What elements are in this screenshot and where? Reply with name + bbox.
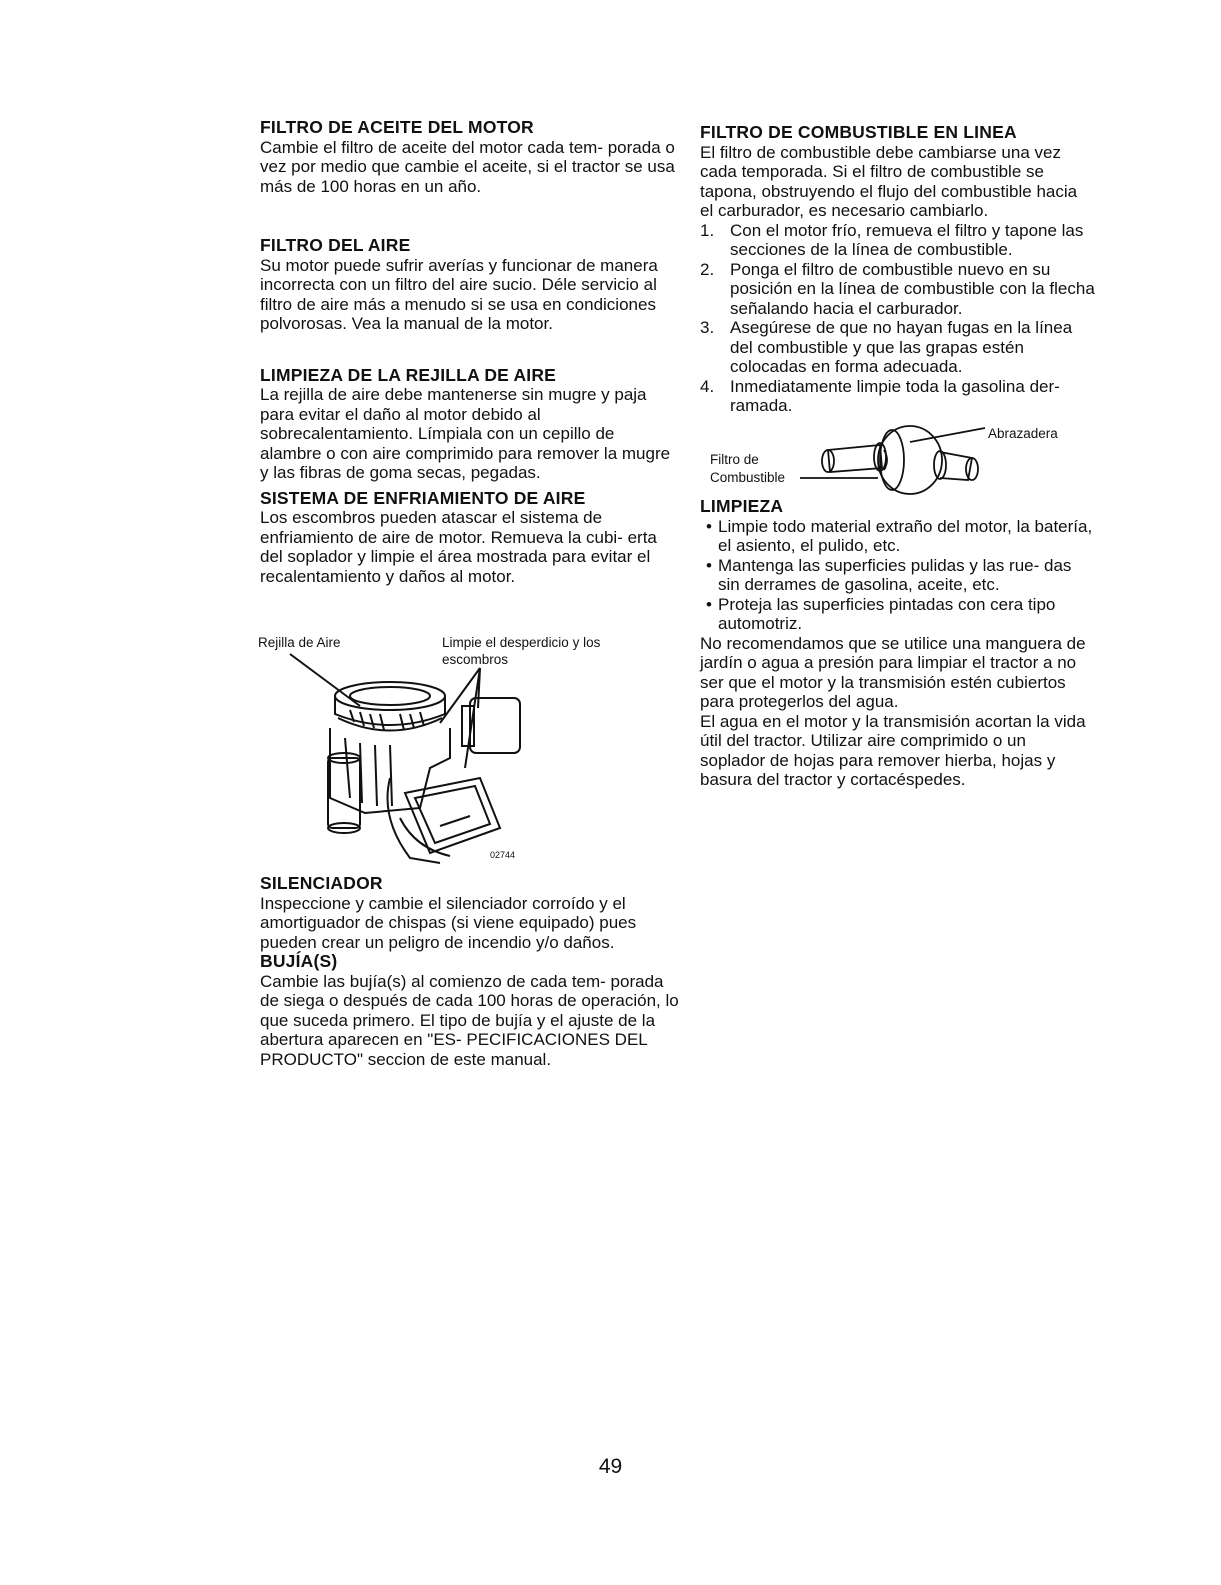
oil-filter-heading: FILTRO DE ACEITE DEL MOTOR [260,117,534,137]
fuel-filter-illustration [800,420,990,500]
step-item [700,260,1095,319]
air-filter-heading: FILTRO DEL AIRE [260,235,411,255]
air-cooling-body: Los escombros pueden atascar el sistema de enfriamiento de aire de motor. Remueva la cubi- erta del soplador y limpie el área mostrada para evitar el recalentamiento y daños al motor. [260,508,657,586]
step-number: 3. [700,318,715,337]
step-number: 1. [700,220,715,240]
figure-code: 02744 [490,850,516,860]
air-screen-body: La rejilla de aire debe mantenerse sin mugre y paja para evitar el daño al motor debido al sobrecalentamiento. Límpiala con un cepillo de alambre o con aire comprimido para remover la mugre y las fibras de goma secas, pegadas. [260,385,671,482]
cleaning-bullets [700,517,1095,634]
air-filter-section [260,236,680,334]
muffler-body: Inspeccione y cambie el silenciador corroído y el amortiguador de chispas (si viene equipado) pues pueden crear un peligro de incendio y/o daños. [260,893,637,952]
clamp-label: Abrazadera [988,426,1058,441]
step-text: Inmediatamente limpie toda la gasolina der- ramada. [730,376,1060,415]
spark-plug-heading: BUJÍA(S) [260,951,338,971]
oil-filter-section [260,118,680,196]
step-text: Con el motor frío, remueva el filtro y tapone las secciones de la línea de combustible. [730,220,1084,259]
bullet-item: • Proteja las superficies pintadas con cera tipo automotriz. [700,595,1095,634]
air-screen-label: Rejilla de Aire [258,635,341,650]
step-item [700,318,1095,377]
debris-label-line1: Limpie el desperdicio y los [442,635,601,650]
fuel-filter-body: El filtro de combustible debe cambiarse una vez cada temporada. Si el filtro de combustible se tapona, obstruyendo el flujo del combustible hacia el carburador, es necesario cambiarlo. [700,142,1078,220]
left-column [260,118,680,586]
engine-illustration [290,648,530,873]
muffler-heading: SILENCIADOR [260,873,383,893]
step-text: Asegúrese de que no hayan fugas en la línea del combustible y que las grapas estén colocadas en forma adecuada. [730,318,1073,376]
fuel-filter-steps [700,221,1095,416]
air-screen-heading: LIMPIEZA DE LA REJILLA DE AIRE [260,364,557,385]
bullet-item: • Mantenga las superficies pulidas y las rue- das sin derrames de gasolina, aceite, etc. [700,556,1095,595]
fuel-filter-label-line1: Filtro de [710,452,759,467]
spark-plug-section [260,952,680,1069]
fuel-filter-label-line2: Combustible [710,470,786,485]
fuel-filter-heading: FILTRO DE COMBUSTIBLE EN LINEA [700,122,1017,142]
cleaning-column [700,497,1095,790]
cleaning-paragraph-2: El agua en el motor y la transmisión acortan la vida útil del tractor. Utilizar aire comprimido o un soplador de hojas para remover hierba, hojas y basura del tractor y cortacéspedes. [700,711,1086,789]
cleaning-heading: LIMPIEZA [700,496,784,516]
step-text: Ponga el filtro de combustible nuevo en su posición en la línea de combustible con la flecha señalando hacia el carburador. [730,259,1095,318]
cleaning-section [700,497,1095,790]
air-screen-section [260,366,680,483]
fuel-filter-section [700,123,1095,416]
bullet-text: Proteja las superficies pintadas con cera tipo automotriz. [718,594,1056,633]
step-item [700,377,1095,416]
page-number: 49 [598,1455,623,1478]
air-cooling-heading: SISTEMA DE ENFRIAMIENTO DE AIRE [260,487,586,508]
air-filter-body: Su motor puede sufrir averías y funcionar de manera incorrecta con un filtro del aire sucio. Déle servicio al filtro de aire más a menudo si se usa en condiciones polvorosas. Vea la manual de la motor. [260,255,658,333]
step-number: 2. [700,259,715,279]
oil-filter-body: Cambie el filtro de aceite del motor cada tem- porada o vez por medio que cambie el aceite, si el tractor se usa más de 100 horas en un año. [260,137,675,196]
step-item [700,221,1095,260]
muffler-section [260,874,680,952]
air-cooling-section [260,489,680,587]
step-number: 4. [700,376,715,396]
bullet-text: Limpie todo material extraño del motor, la batería, el asiento, el pulido, etc. [718,516,1093,555]
debris-label-line2: escombros [442,652,509,667]
cleaning-paragraph-1: No recomendamos que se utilice una manguera de jardín o agua a presión para limpiar el tractor a no ser que el motor y la transmisión estén cubiertos para protegerlos del agua. [700,633,1086,711]
right-column [700,123,1095,416]
bullet-text: Mantenga las superficies pulidas y las rue- das sin derrames de gasolina, aceite, etc. [718,555,1072,594]
spark-plug-body: Cambie las bujía(s) al comienzo de cada tem- porada de siega o después de cada 100 horas de operación, lo que suceda primero. El tipo de bujía y el ajuste de la abertura aparecen en "ES- PECIFICACIONES DEL PRODUCTO" seccion de este manual. [260,971,679,1069]
bullet-item: • Limpie todo material extraño del motor, la batería, el asiento, el pulido, etc. [700,517,1095,556]
left-lower-column [260,874,680,1069]
